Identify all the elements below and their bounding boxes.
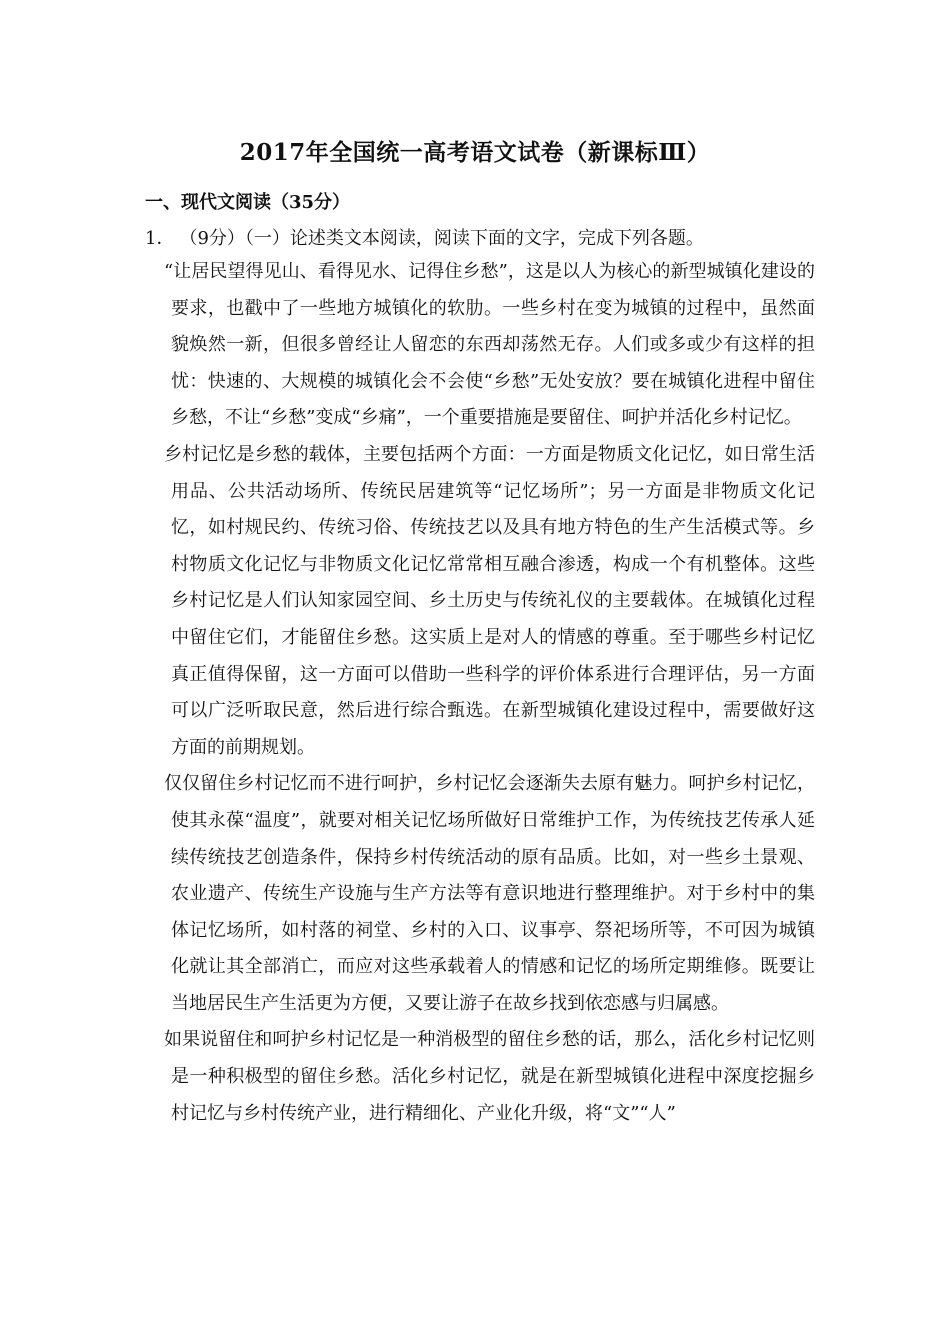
paragraph-4: 如果说留住和呵护乡村记忆是一种消极型的留住乡愁的话，那么，活化乡村记忆则是一种积极型的留住乡愁。活化乡村记忆，就是在新型城镇化进程中深度挖掘乡村记忆与乡村传统产业，进行精细化、产业化升级，将“文”“人” [164, 1029, 815, 1124]
question-instruction: （9分）（一）论述类文本阅读，阅读下面的文字，完成下列各题。 [188, 228, 704, 249]
question-intro [145, 224, 704, 250]
question-number: 1． [145, 228, 175, 249]
section-heading: 一、现代文阅读（35分） [145, 192, 351, 213]
paragraph-3: 仅仅留住乡村记忆而不进行呵护，乡村记忆会逐渐失去原有魅力。呵护乡村记忆，使其永葆“温度”，就要对相关记忆场所做好日常维护工作，为传统技艺传承人延续传统技艺创造条件，保持乡村传统活动的原有品质。比如，对一些乡土景观、农业遗产、传统生产设施与生产方法等有意识地进行整理维护。对于乡村中的集体记忆场所，如村落的祠堂、乡村的入口、议事亭、祭祀场所等，不可因为城镇化就让其全部消亡，而应对这些承载着人的情感和记忆的场所定期维修。既要让当地居民生产生活更为方便，又要让游子在故乡找到依恋感与归属感。 [164, 773, 815, 1014]
paragraph-2: 乡村记忆是乡愁的载体，主要包括两个方面：一方面是物质文化记忆，如日常生活用品、公共活动场所、传统民居建筑等“记忆场所”；另一方面是非物质文化记忆，如村规民约、传统习俗、传统技艺以及具有地方特色的生产生活模式等。乡村物质文化记忆与非物质文化记忆常常相互融合渗透，构成一个有机整体。这些乡村记忆是人们认知家园空间、乡土历史与传统礼仪的主要载体。在城镇化过程中留住它们，才能留住乡愁。这实质上是对人的情感的尊重。至于哪些乡村记忆真正值得保留，这一方面可以借助一些科学的评价体系进行合理评估，另一方面可以广泛听取民意，然后进行综合甄选。在新型城镇化建设过程中，需要做好这方面的前期规划。 [164, 443, 815, 758]
passage-body [145, 254, 815, 1132]
page-title: 2017年全国统一高考语文试卷（新课标Ⅲ） [239, 139, 711, 166]
paragraph-1: “让居民望得见山、看得见水、记得住乡愁”，这是以人为核心的新型城镇化建设的要求，也戳中了一些地方城镇化的软肋。一些乡村在变为城镇的过程中，虽然面貌焕然一新，但很多曾经让人留恋的东西却荡然无存。人们或多或少有这样的担忧：快速的、大规模的城镇化会不会使“乡愁”无处安放？要在城镇化进程中留住乡愁，不让“乡愁”变成“乡痛”，一个重要措施是要留住、呵护并活化乡村记忆。 [164, 261, 815, 429]
